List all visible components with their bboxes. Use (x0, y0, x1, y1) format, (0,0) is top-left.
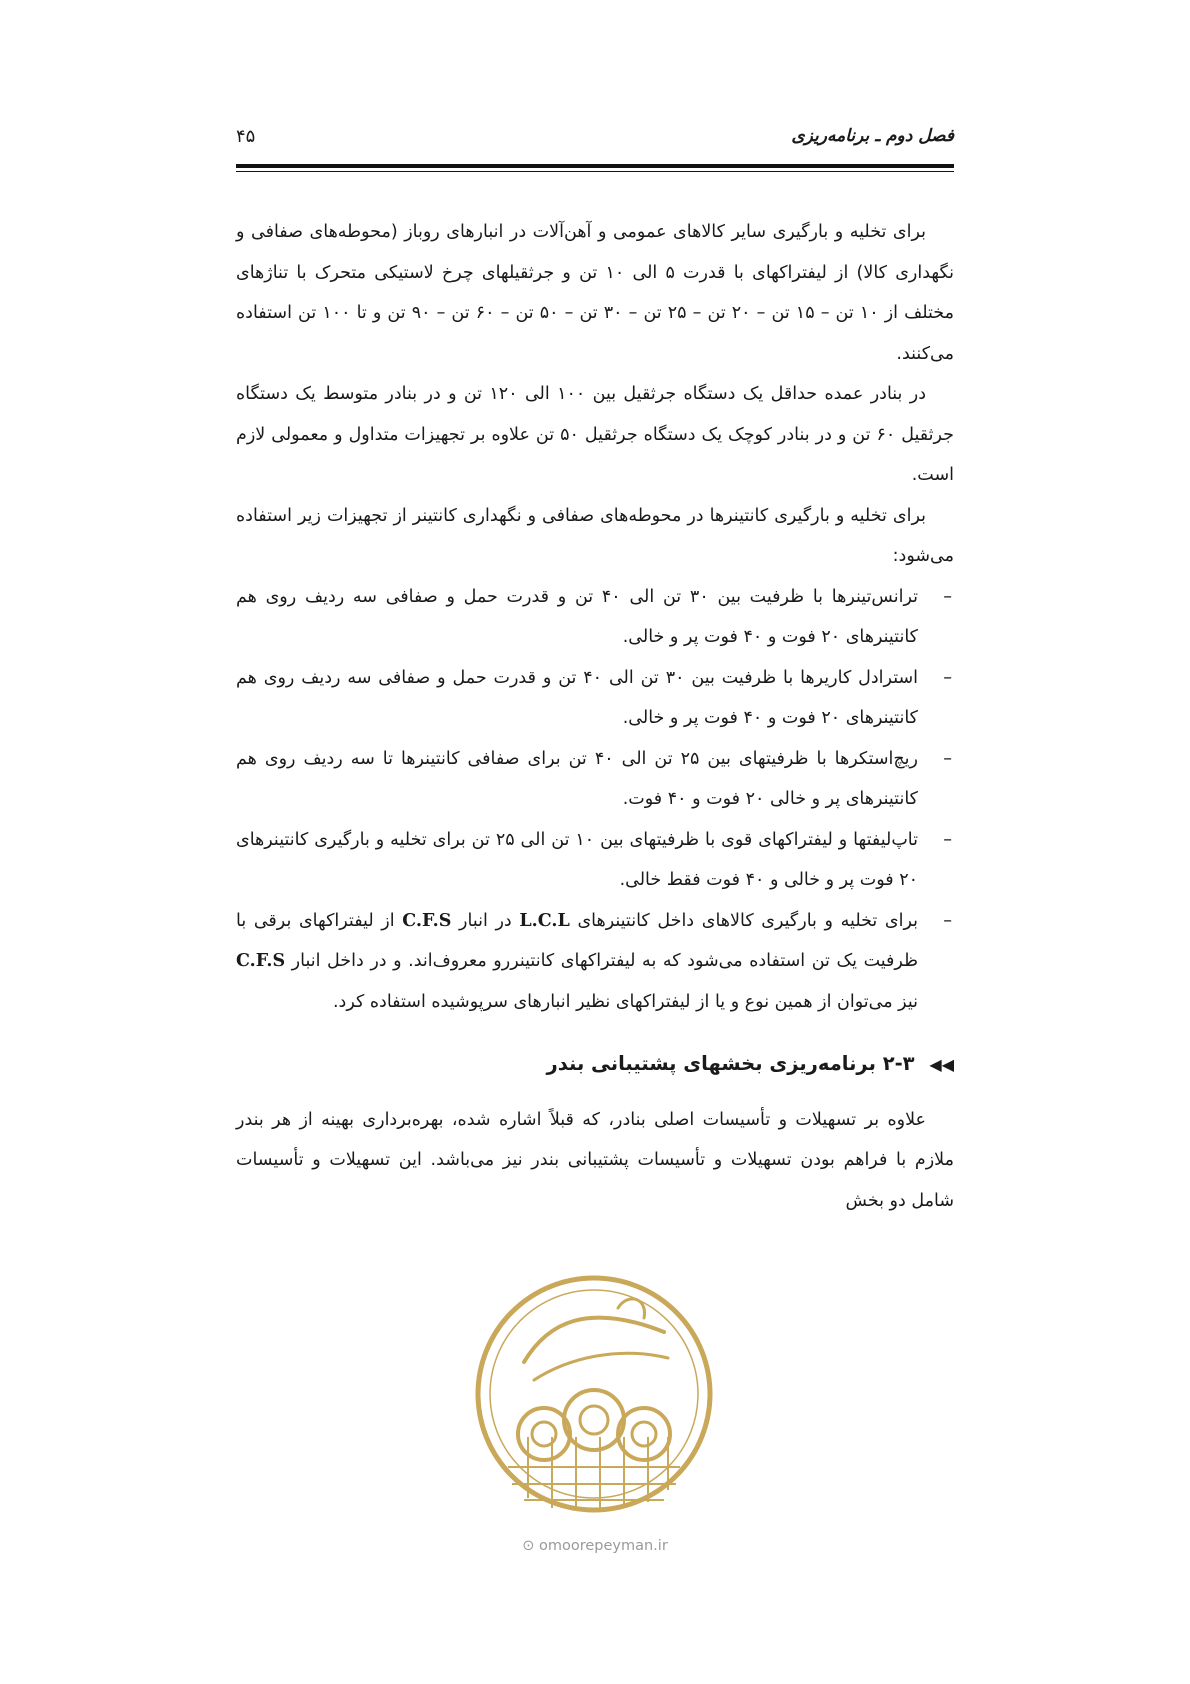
list-item (236, 739, 954, 820)
acronym-cfs: C.F.S (236, 951, 286, 971)
list-item (236, 577, 954, 658)
page-number: ۴۵ (236, 126, 256, 147)
header-rule-thick (236, 164, 954, 168)
text-run: نیز می‌توان از همین نوع و یا از لیفتراکهای نظیر انبارهای سرپوشیده استفاده کرد. (332, 991, 918, 1012)
heading-arrow-icon: ◀◀ (929, 1055, 954, 1074)
running-title: فصل دوم ـ برنامه‌ریزی (791, 126, 954, 146)
watermark-url-text: omoorepeyman.ir (538, 1538, 668, 1554)
header-rule-thin (236, 171, 954, 172)
acronym-cfs: C.F.S (402, 910, 452, 931)
bullet-dash: – (943, 667, 952, 688)
text-run: برای تخلیه و بارگیری کالاهای داخل کانتینرهای (569, 910, 919, 931)
section-number: ۲-۳ (882, 1052, 915, 1075)
list-item (236, 658, 954, 739)
list-item-text: ریچ‌استکرها با ظرفیتهای بین ۲۵ تن الی ۴۰ تن برای صفافی کانتینرها تا سه ردیف روی هم کانتینرهای پر و خالی ۲۰ فوت و ۴۰ فوت. (236, 748, 918, 809)
equipment-list (236, 577, 954, 1023)
list-item (236, 820, 954, 901)
page-header (236, 126, 954, 156)
text-run: از لیفتراکهای برقی با ظرفیت یک تن استفاده می‌شود که به لیفتراکهای کانتینررو معروف‌اند. و در داخل انبار (236, 910, 918, 971)
instagram-icon: ⊙ (522, 1538, 535, 1554)
body-text (236, 212, 954, 1221)
paragraph: برای تخلیه و بارگیری کانتینرها در محوطه‌های صفافی و نگهداری کانتینر از تجهیزات زیر استفاده می‌شود: (236, 505, 954, 566)
paragraph: برای تخلیه و بارگیری سایر کالاهای عمومی و آهن‌آلات در انبارهای روباز (محوطه‌های صفافی و نگهداری کالا) از لیفتراکهای با قدرت ۵ الی ۱۰ تن و جرثقیلهای چرخ لاستیکی متحرک با تناژهای مختلف از ۱۰ تن – ۱۵ تن – ۲۰ تن – ۲۵ تن – ۳۰ تن – ۵۰ تن – ۶۰ تن – ۹۰ تن و تا ۱۰۰ تن استفاده می‌کنند. (236, 222, 954, 364)
watermark-logo (468, 1262, 720, 1530)
section-title: برنامه‌ریزی بخشهای پشتیبانی بندر (546, 1052, 876, 1075)
list-item-text (236, 911, 918, 1012)
list-item-text: ترانس‌تینرها با ظرفیت بین ۳۰ تن الی ۴۰ تن و قدرت حمل و صفافی سه ردیف روی هم کانتینرهای ۲۰ فوت و ۴۰ فوت پر و خالی. (236, 586, 918, 647)
section-heading (236, 1044, 954, 1086)
paragraph: علاوه بر تسهیلات و تأسیسات اصلی بنادر، که قبلاً اشاره شده، بهره‌برداری بهینه از هر بندر ملازم با فراهم بودن تسهیلات و تأسیسات پشتیبانی بندر نیز می‌باشد. این تسهیلات و تأسیسات شامل دو بخش (236, 1109, 954, 1211)
list-item (236, 901, 954, 1023)
list-item-text: تاپ‌لیفتها و لیفتراکهای قوی با ظرفیتهای بین ۱۰ تن الی ۲۵ تن برای تخلیه و بارگیری کانتینرهای ۲۰ فوت پر و خالی و ۴۰ فوت فقط خالی. (236, 829, 918, 890)
watermark-url (0, 1538, 1190, 1554)
text-run: در انبار (451, 910, 520, 931)
bullet-dash: – (943, 829, 952, 850)
list-item-text: استرادل کاریرها با ظرفیت بین ۳۰ تن الی ۴۰ تن و قدرت حمل و صفافی سه ردیف روی هم کانتینرهای ۲۰ فوت و ۴۰ فوت پر و خالی. (236, 667, 918, 728)
bullet-dash: – (943, 910, 952, 931)
paragraph: در بنادر عمده حداقل یک دستگاه جرثقیل بین ۱۰۰ الی ۱۲۰ تن و در بنادر متوسط یک دستگاه جرثقیل ۶۰ تن و در بنادر کوچک یک دستگاه جرثقیل ۵۰ تن علاوه بر تجهیزات متداول و معمولی لازم است. (236, 384, 955, 485)
bullet-dash: – (943, 748, 952, 769)
acronym-lcl: L.C.L (519, 910, 570, 931)
bullet-dash: – (943, 586, 952, 607)
